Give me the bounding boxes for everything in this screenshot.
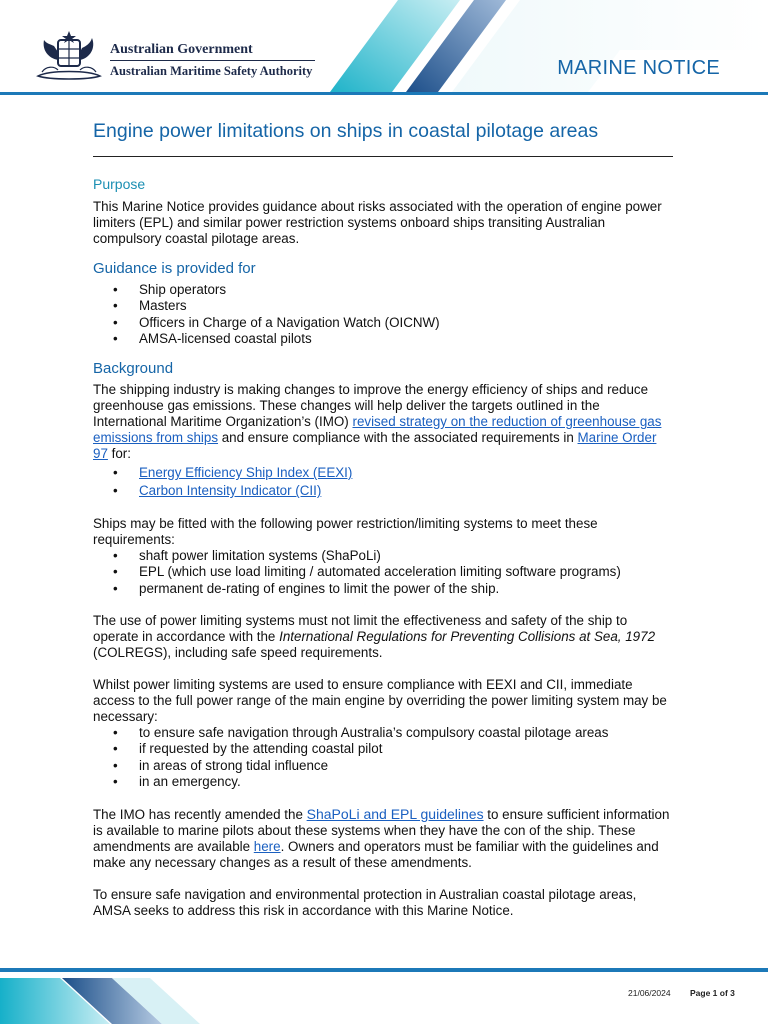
list-item: • in areas of strong tidal influence [113,758,673,774]
background-paragraph-2: Ships may be fitted with the following power restriction/limiting systems to meet these requirements: [93,516,598,548]
background-paragraph-3 [93,613,673,661]
marine-notice-label: MARINE NOTICE [557,57,720,79]
text-segment: and ensure compliance with the associated requirements in [218,430,578,446]
text-segment: The IMO has recently amended the [93,807,307,823]
agency-logo [30,30,330,86]
list-item [113,482,673,500]
text-segment: The shipping industry is making changes to improve the energy efficiency of ships and reduce greenhouse gas emissions. These changes will help deliver the targets outlined in the International Maritime Organization’s (IMO) [93,382,649,430]
list-item [113,464,673,482]
list-item: • Ship operators [113,282,673,298]
list-item: • AMSA-licensed coastal pilots [113,331,673,347]
list-item: • EPL (which use load limiting / automated acceleration limiting software programs) [113,564,673,580]
list-item: • if requested by the attending coastal pilot [113,741,673,757]
purpose-paragraph: This Marine Notice provides guidance about risks associated with the operation of engine power limiters (EPL) and similar power restriction systems onboard ships transiting Australian compulsory coastal pilotage areas. [93,199,662,246]
override-list [93,725,673,790]
shapoli-epl-guidelines-link[interactable]: ShaPoLi and EPL guidelines [306,806,484,823]
list-item: • in an emergency. [113,774,673,790]
text-segment: The use of power limiting systems must not limit the effectiveness and safety of the ship to operate in accordance with the [93,613,628,645]
marine-order-97-link[interactable]: Marine Order 97 [93,430,657,462]
document-title: Engine power limitations on ships in coastal pilotage areas [93,120,599,142]
eexi-link[interactable]: Energy Efficiency Ship Index (EEXI) [139,465,353,481]
cii-link[interactable]: Carbon Intensity Indicator (CII) [139,483,322,499]
coat-of-arms-icon [30,30,108,84]
text-segment: to ensure sufficient information is available to marine pilots about these systems when they have the con of the ship. These amendments are available [93,807,670,855]
list-item: • permanent de-rating of engines to limit the power of the ship. [113,581,673,597]
requirements-link-list [93,464,673,500]
list-item: • shaft power limitation systems (ShaPoLi) [113,548,673,564]
logo-divider [110,60,315,61]
text-segment: (COLREGS), including safe speed requirements. [93,645,383,661]
list-item: • Masters [113,298,673,314]
imo-strategy-link[interactable]: revised strategy on the reduction of greenhouse gas emissions from ships [93,414,662,446]
background-heading: Background [93,360,174,378]
amendments-here-link[interactable]: here [253,839,281,855]
colregs-title: International Regulations for Preventing Collisions at Sea, 1972 [279,629,656,645]
guidance-heading: Guidance is provided for [93,260,256,277]
title-rule [93,156,673,157]
purpose-heading: Purpose [93,176,146,192]
text-segment: . Owners and operators must be familiar with the guidelines and make any necessary changes as a result of these amendments. [93,839,659,871]
header-rule [0,92,768,95]
background-paragraph-1 [93,382,673,462]
government-name: Australian Government [110,42,253,57]
background-paragraph-5 [93,806,673,871]
list-item: • Officers in Charge of a Navigation Watch (OICNW) [113,315,673,331]
guidance-list [93,282,673,347]
background-paragraph-4: Whilst power limiting systems are used to ensure compliance with EEXI and CII, immediate access to the full power range of the main engine by overriding the power limiting system may be necessary: [93,677,667,725]
footer-date: 21/06/2024 [628,988,671,998]
text-segment: for: [107,446,131,462]
page-header [0,0,768,100]
systems-list [93,548,673,597]
agency-name: Australian Maritime Safety Authority [110,64,313,78]
background-paragraph-6: To ensure safe navigation and environmental protection in Australian coastal pilotage areas, AMSA seeks to address this risk in accordance with this Marine Notice. [93,887,637,919]
list-item: • to ensure safe navigation through Australia’s compulsory coastal pilotage areas [113,725,673,741]
page-number: Page 1 of 3 [690,988,735,998]
document-body [93,118,673,919]
header-decoration [320,0,768,100]
